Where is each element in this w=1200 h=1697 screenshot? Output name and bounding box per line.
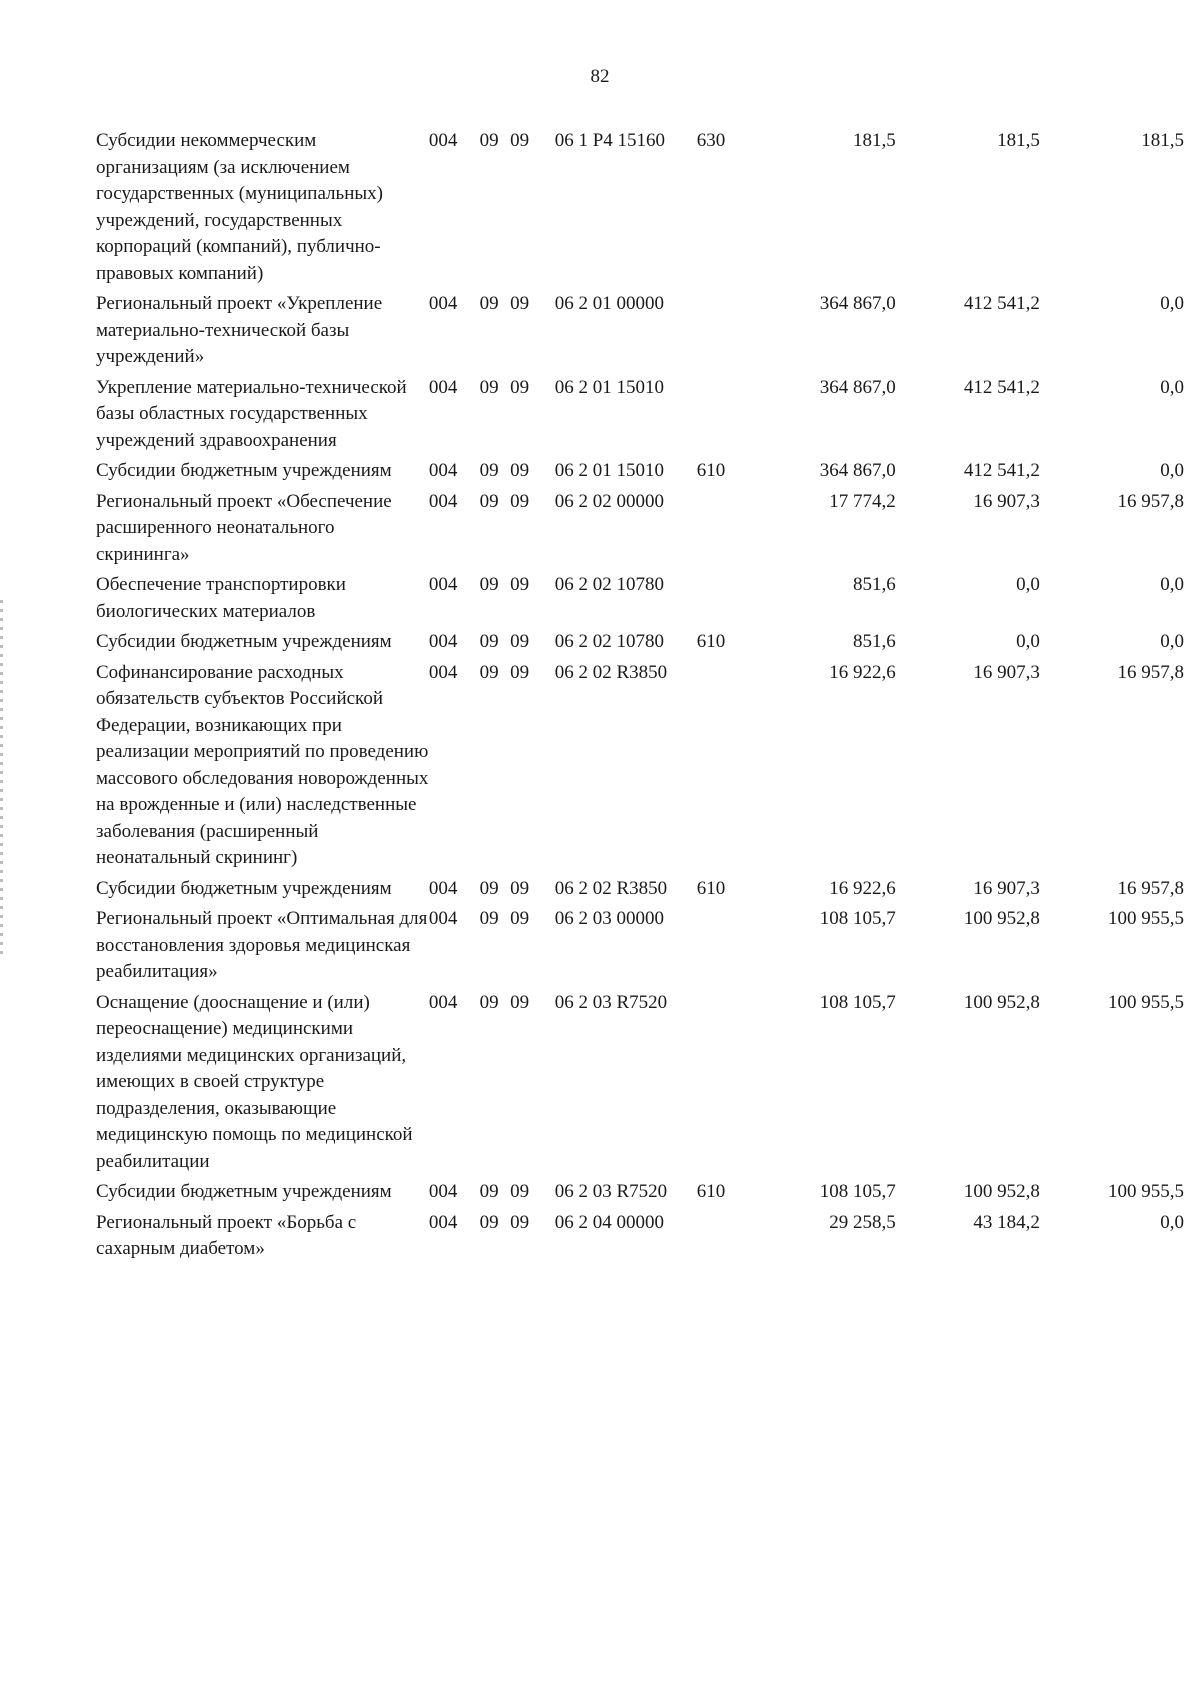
table-row (96, 489, 1184, 573)
grbs-code: 004 (428, 293, 458, 314)
amount-year-3: 100 955,5 (1108, 991, 1184, 1013)
section-code: 09 (479, 908, 499, 929)
amount-year-1: 108 105,7 (819, 991, 896, 1013)
section-code: 09 (479, 1211, 499, 1233)
amount-year-2: 181,5 (997, 130, 1040, 151)
row-name: Софинансирование расходных обязательств субъектов Российской Федерации, возникающих при реализации мероприятий по проведению массового обследования новорожденных на врожденные и (или) наследственные заболевания (расширенный неонатальный скрининг) (96, 661, 429, 868)
amount-year-3: 0,0 (1160, 376, 1184, 398)
section-code: 09 (479, 877, 499, 899)
table-row (96, 128, 1184, 291)
table-row (96, 629, 1184, 660)
grbs-code: 004 (428, 908, 458, 929)
subsection-code: 09 (510, 991, 530, 1013)
amount-year-2: 412 541,2 (963, 460, 1040, 481)
subsection-code: 09 (510, 293, 530, 314)
amount-year-3: 181,5 (1141, 130, 1184, 151)
expense-type-code: 610 (696, 631, 726, 652)
amount-year-2: 412 541,2 (963, 376, 1040, 398)
amount-year-3: 16 957,8 (1117, 661, 1184, 683)
table-row (96, 458, 1184, 489)
grbs-code: 004 (428, 574, 458, 595)
expense-type-code: 610 (696, 877, 726, 899)
page-number: 82 (590, 66, 610, 87)
table-row (96, 572, 1184, 629)
row-name: Субсидии бюджетным учреждениям (96, 460, 392, 481)
grbs-code: 004 (428, 991, 458, 1013)
target-article-code: 06 2 01 15010 (554, 460, 664, 481)
table-row (96, 990, 1184, 1180)
amount-year-2: 16 907,3 (973, 661, 1040, 683)
row-name: Региональный проект «Обеспечение расширенного неонатального скрининга» (96, 490, 392, 565)
expense-type-code (697, 990, 752, 1180)
amount-year-3: 0,0 (1160, 1211, 1184, 1233)
amount-year-3: 100 955,5 (1108, 908, 1184, 929)
target-article-code: 06 2 02 R3850 (554, 661, 668, 683)
subsection-code: 09 (510, 376, 530, 398)
expense-type-code (697, 1210, 752, 1267)
amount-year-1: 108 105,7 (819, 908, 896, 929)
scan-edge-marks (0, 600, 3, 960)
expense-type-code (697, 660, 752, 876)
amount-year-2: 0,0 (1016, 631, 1040, 652)
amount-year-2: 100 952,8 (963, 1181, 1040, 1202)
amount-year-3: 0,0 (1160, 460, 1184, 481)
subsection-code: 09 (510, 877, 530, 899)
amount-year-3: 0,0 (1160, 631, 1184, 652)
amount-year-2: 100 952,8 (963, 991, 1040, 1013)
target-article-code: 06 2 03 00000 (554, 908, 664, 929)
table-row (96, 291, 1184, 375)
amount-year-3: 16 957,8 (1117, 490, 1184, 512)
amount-year-2: 16 907,3 (973, 490, 1040, 512)
table-row (96, 660, 1184, 876)
subsection-code: 09 (510, 1181, 530, 1202)
table-row (96, 1179, 1184, 1210)
expense-type-code: 610 (696, 1181, 726, 1202)
amount-year-1: 16 922,6 (829, 661, 896, 683)
amount-year-1: 29 258,5 (829, 1211, 896, 1233)
section-code: 09 (479, 376, 499, 398)
expense-type-code (697, 572, 752, 629)
target-article-code: 06 2 04 00000 (554, 1211, 664, 1233)
subsection-code: 09 (510, 661, 530, 683)
grbs-code: 004 (428, 376, 458, 398)
amount-year-3: 16 957,8 (1117, 877, 1184, 899)
target-article-code: 06 2 02 10780 (554, 631, 664, 652)
subsection-code: 09 (510, 1211, 530, 1233)
amount-year-1: 851,6 (852, 631, 896, 652)
target-article-code: 06 2 01 15010 (554, 376, 664, 398)
section-code: 09 (479, 1181, 499, 1202)
subsection-code: 09 (510, 574, 530, 595)
expense-type-code (697, 489, 752, 573)
grbs-code: 004 (428, 130, 458, 151)
amount-year-1: 16 922,6 (829, 877, 896, 899)
expense-type-code (697, 906, 752, 990)
amount-year-1: 851,6 (852, 574, 896, 595)
grbs-code: 004 (428, 1181, 458, 1202)
table-row (96, 906, 1184, 990)
row-name: Субсидии некоммерческим организациям (за исключением государственных (муниципальных) учреждений, государственных корпораций (компаний), публично-правовых компаний) (96, 130, 383, 284)
amount-year-1: 17 774,2 (829, 490, 896, 512)
amount-year-2: 100 952,8 (963, 908, 1040, 929)
subsection-code: 09 (510, 490, 530, 512)
amount-year-2: 0,0 (1016, 574, 1040, 595)
expense-type-code (697, 291, 752, 375)
amount-year-1: 108 105,7 (819, 1181, 896, 1202)
row-name: Обеспечение транспортировки биологических материалов (96, 574, 346, 622)
amount-year-1: 364 867,0 (819, 376, 896, 398)
row-name: Субсидии бюджетным учреждениям (96, 631, 392, 652)
section-code: 09 (479, 991, 499, 1013)
amount-year-1: 364 867,0 (819, 460, 896, 481)
subsection-code: 09 (510, 631, 530, 652)
section-code: 09 (479, 490, 499, 512)
amount-year-1: 181,5 (852, 130, 896, 151)
table-row (96, 1210, 1184, 1267)
amount-year-2: 43 184,2 (973, 1211, 1040, 1233)
target-article-code: 06 2 03 R7520 (554, 991, 668, 1013)
expense-type-code: 630 (696, 130, 726, 151)
grbs-code: 004 (428, 631, 458, 652)
row-name: Региональный проект «Борьба с сахарным диабетом» (96, 1211, 357, 1259)
amount-year-3: 100 955,5 (1108, 1181, 1184, 1202)
subsection-code: 09 (510, 460, 530, 481)
expense-type-code: 610 (696, 460, 726, 481)
amount-year-3: 0,0 (1160, 574, 1184, 595)
section-code: 09 (479, 293, 499, 314)
row-name: Региональный проект «Укрепление материально-технической базы учреждений» (96, 293, 383, 367)
row-name: Оснащение (дооснащение и (или) переоснащение) медицинскими изделиями медицинских организаций, имеющих в своей структуре подразделения, оказывающие медицинскую помощь по медицинской реабилитации (96, 991, 413, 1172)
budget-table (96, 128, 1184, 1267)
row-name: Региональный проект «Оптимальная для восстановления здоровья медицинская реабилитация» (96, 908, 428, 982)
grbs-code: 004 (428, 1211, 458, 1233)
grbs-code: 004 (428, 877, 458, 899)
grbs-code: 004 (428, 460, 458, 481)
section-code: 09 (479, 631, 499, 652)
row-name: Субсидии бюджетным учреждениям (96, 1181, 392, 1202)
target-article-code: 06 2 02 00000 (554, 490, 664, 512)
grbs-code: 004 (428, 490, 458, 512)
target-article-code: 06 1 P4 15160 (554, 130, 666, 151)
target-article-code: 06 2 01 00000 (554, 293, 664, 314)
subsection-code: 09 (510, 908, 530, 929)
section-code: 09 (479, 130, 499, 151)
row-name: Укрепление материально-технической базы областных государственных учреждений здравоохранения (96, 376, 407, 451)
amount-year-2: 412 541,2 (963, 293, 1040, 314)
target-article-code: 06 2 03 R7520 (554, 1181, 668, 1202)
grbs-code: 004 (428, 661, 458, 683)
table-row (96, 876, 1184, 907)
row-name: Субсидии бюджетным учреждениям (96, 877, 392, 899)
budget-table-body (96, 128, 1184, 1267)
target-article-code: 06 2 02 10780 (554, 574, 664, 595)
target-article-code: 06 2 02 R3850 (554, 877, 668, 899)
section-code: 09 (479, 661, 499, 683)
amount-year-3: 0,0 (1160, 293, 1184, 314)
amount-year-1: 364 867,0 (819, 293, 896, 314)
section-code: 09 (479, 460, 499, 481)
section-code: 09 (479, 574, 499, 595)
expense-type-code (697, 375, 752, 459)
amount-year-2: 16 907,3 (973, 877, 1040, 899)
table-row (96, 375, 1184, 459)
subsection-code: 09 (510, 130, 530, 151)
